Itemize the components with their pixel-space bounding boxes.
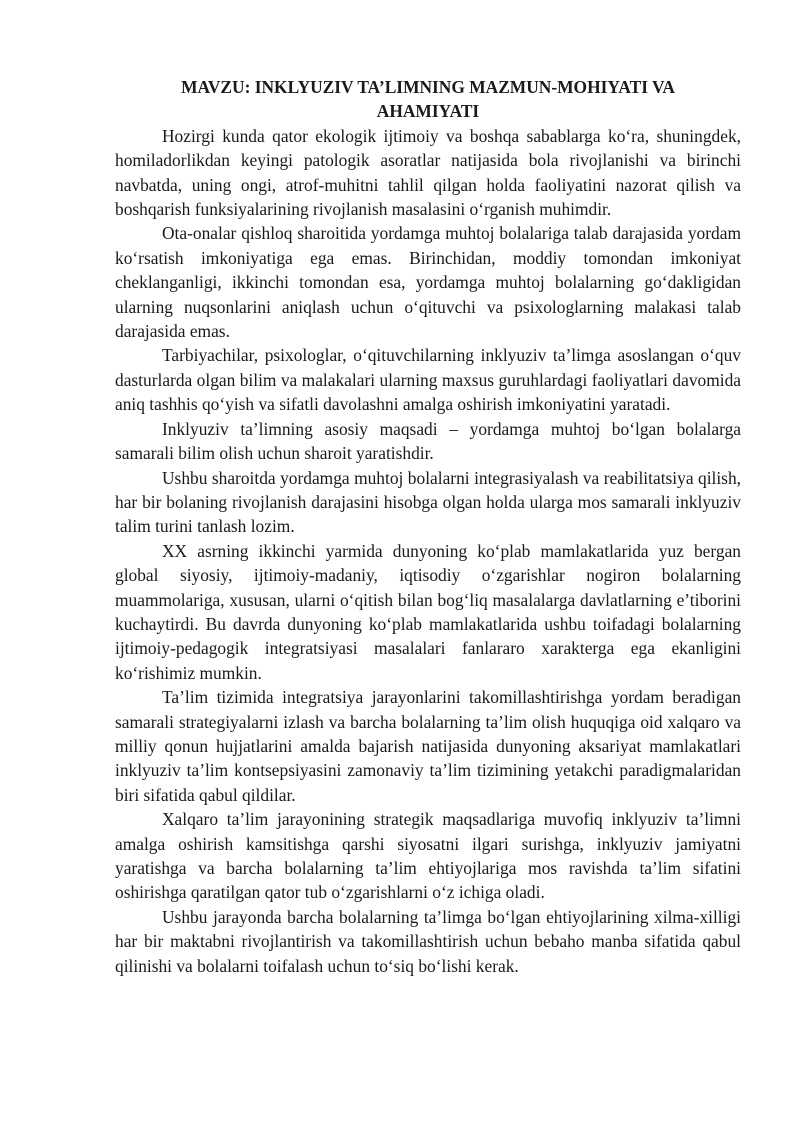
paragraph-2: Ota-onalar qishloq sharoitida yordamga muhtoj bolalariga talab darajasida yordam ko‘rsatish imkoniyatiga ega emas. Birinchidan, moddiy tomondan imkoniyat cheklanganligi, ikkinchi tomondan esa, yordamga muhtoj bolalarning go‘dakligidan ularning nuqsonlarini aniqlash uchun o‘qituvchi va psixologlarning malakasi talab darajasida emas. (115, 223, 741, 342)
paragraph-8: Xalqaro ta’lim jarayonining strategik maqsadlariga muvofiq inklyuziv ta’limni amalga oshirish kamsitishga qarshi siyosatni ilgari surishga, inklyuziv jamiyatni yaratishga va barcha bolalarning ta’lim ehtiyojlariga mos ravishda ta’lim sifatini oshirishga qaratilgan qator tub o‘zgarishlarni o‘z ichiga oladi. (115, 809, 741, 903)
paragraph-9: Ushbu jarayonda barcha bolalarning ta’limga bo‘lgan ehtiyojlarining xilma-xilligi har bir maktabni rivojlantirish va takomillashtirish uchun bebaho manba sifatida qabul qilinishi va bolalarni toifalash uchun to‘siq bo‘lishi kerak. (115, 906, 741, 976)
paragraph-1: Hozirgi kunda qator ekologik ijtimoiy va boshqa sabablarga ko‘ra, shuningdek, homiladorlikdan keyingi patologik asoratlar natijasida bola rivojlanishi va birinchi navbatda, uning ongi, atrof-muhitni tahlil qilgan holda faoliyatini nazorat qilish va boshqarish funksiyalarining rivojlanish masalasini o‘rganish muhimdir. (115, 125, 741, 220)
paragraph-5: Ushbu sharoitda yordamga muhtoj bolalarni integrasiyalash va reabilitatsiya qilish, har bir bolaning rivojlanish darajasini hisobga olgan holda ularga mos samarali inklyuziv talim turini tanlash lozim. (115, 467, 741, 537)
document-title: MAVZU: INKLYUZIV TA’LIMNING MAZMUN-MOHIYATI VA AHAMIYATI (181, 77, 675, 122)
paragraph-7: Ta’lim tizimida integratsiya jarayonlarini takomillashtirishga yordam beradigan samarali strategiyalarni izlash va barcha bolalarning ta’lim olish huquqiga oid xalqaro va milliy qonun hujjatlarini amalda bajarish natijasida dunyoning aksariyat mamlakatlari inklyuziv ta’lim kontsepsiyasini zamonaviy ta’lim tizimining yetakchi paradigmalaridan biri sifatida qabul qildilar. (115, 687, 741, 805)
paragraph-4: Inklyuziv ta’limning asosiy maqsadi – yordamga muhtoj bo‘lgan bolalarga samarali bilim olish uchun sharoit yaratishdir. (115, 418, 741, 464)
paragraph-6: XX asrning ikkinchi yarmida dunyoning ko‘plab mamlakatlarida yuz bergan global siyosiy, ijtimoiy-madaniy, iqtisodiy o‘zgarishlar nogiron bolalarning muammolariga, xususan, ularni o‘qitish bilan bog‘liq masalalarga davlatlarning e’tiborini kuchaytirdi. Bu davrda dunyoning ko‘plab mamlakatlarida ushbu toifadagi bolalarning ijtimoiy-pedagogik integratsiyasi masalalari fanlararo xarakterga ega ekanligini ko‘rishimiz mumkin. (115, 540, 741, 683)
paragraph-3: Tarbiyachilar, psixologlar, o‘qituvchilarning inklyuziv ta’limga asoslangan o‘quv dasturlarda olgan bilim va malakalari ularning maxsus guruhlardagi faoliyatlari davomida aniq tashhis qo‘yish va sifatli davolashni amalga oshirish imkoniyatini yaratadi. (115, 345, 741, 415)
document-page (115, 75, 741, 978)
